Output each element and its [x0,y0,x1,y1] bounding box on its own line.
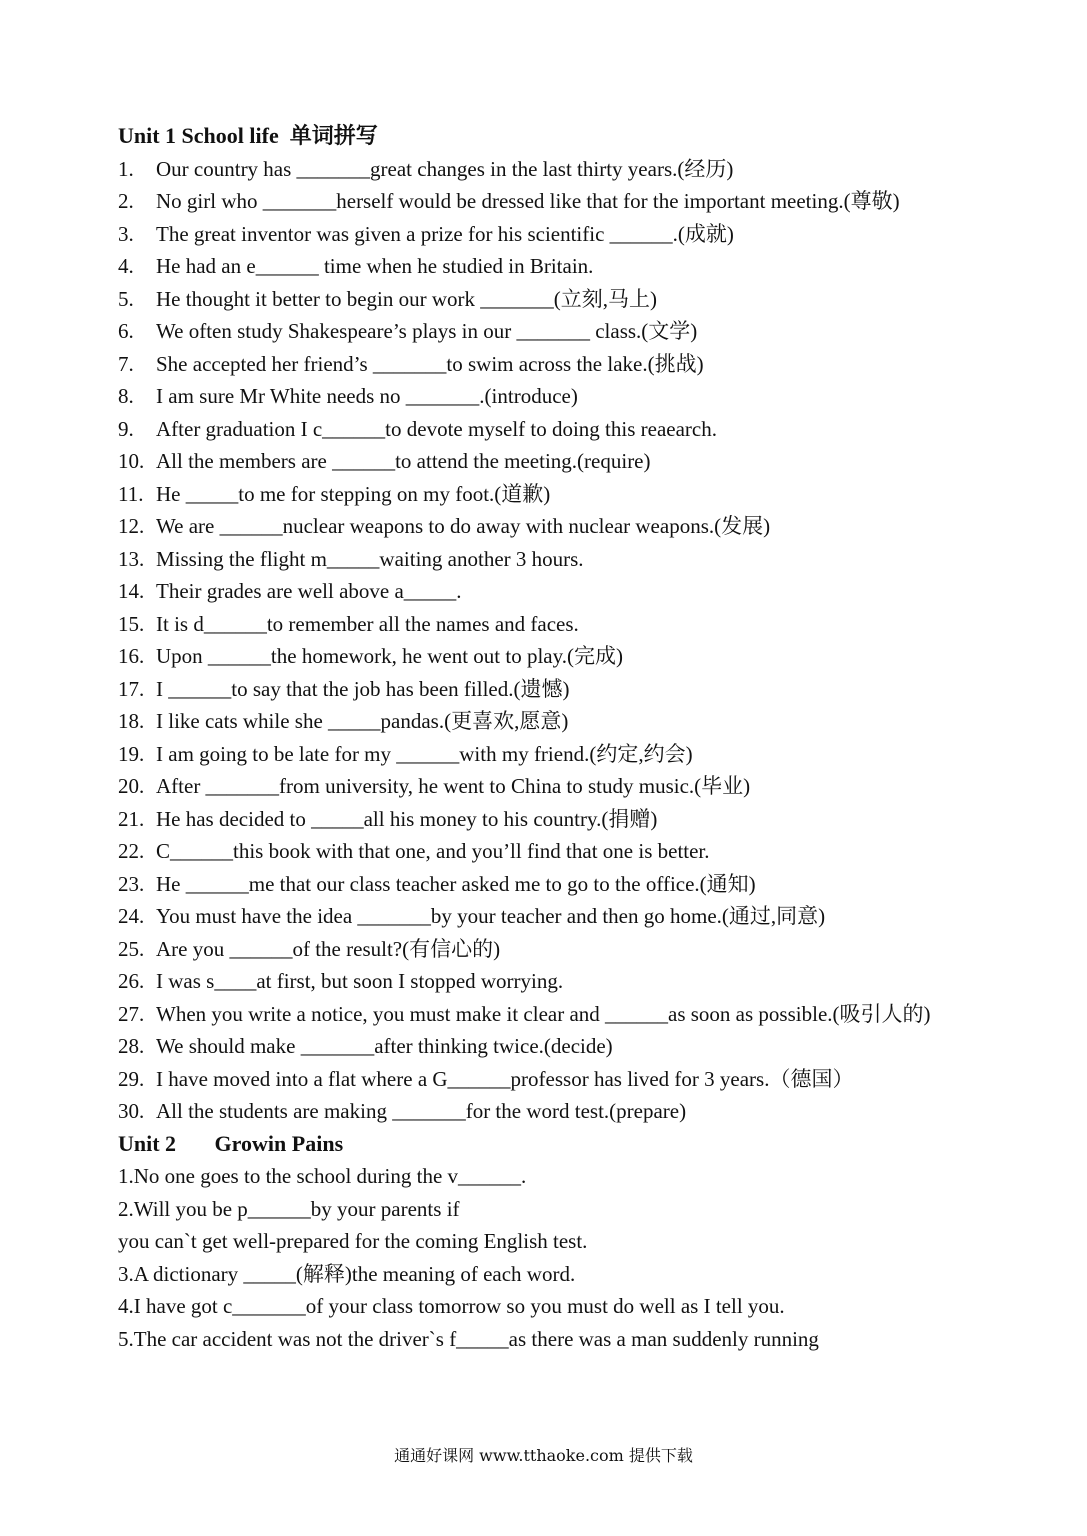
question-item [118,673,968,706]
question-text: He _____to me for stepping on my foot.(道歉) [156,481,551,506]
question-number: 11. [118,481,144,506]
question-text: I ______to say that the job has been filled.(遗憾) [156,676,570,701]
question-text: After graduation I c______to devote myself to doing this reaearch. [156,416,717,441]
question-text: Missing the flight m_____waiting another 3 hours. [156,546,584,571]
question-item [118,380,968,413]
question-number: 18. [118,709,145,733]
question-item [118,250,968,283]
question-number: 27. [118,1001,145,1026]
question-line: 4.I have got c_______of your class tomorrow so you must do well as I tell you. [118,1294,785,1318]
question-number: 21. [118,806,145,831]
question-number: 8. [118,384,134,408]
question-number: 16. [118,644,145,668]
question-number: 3. [118,221,134,246]
question-number: 7. [118,351,134,376]
question-item [118,803,968,836]
question-number: 13. [118,546,145,571]
question-line: 3.A dictionary _____(解释)the meaning of each word. [118,1261,576,1286]
question-text: All the students are making _______for the word test.(prepare) [156,1099,687,1123]
question-text: I like cats while she _____pandas.(更喜欢,愿意) [156,709,569,733]
question-item [118,738,968,771]
page-footer: 通通好课网 www.tthaoke.com 提供下载 [394,1446,693,1465]
question-text: The great inventor was given a prize for his scientific ______.(成就) [156,221,734,246]
question-text: Upon ______the homework, he went out to play.(完成) [156,644,623,668]
question-number: 15. [118,611,145,636]
question-text: I am going to be late for my ______with my friend.(约定,约会) [156,741,693,766]
question-text: No girl who _______herself would be dressed like that for the important meeting.(尊敬) [156,189,900,213]
question-number: 20. [118,774,145,798]
question-item [118,185,968,218]
question-item [118,608,968,641]
question-line: 1.No one goes to the school during the v______. [118,1164,527,1188]
question-text: She accepted her friend’s _______to swim across the lake.(挑战) [156,351,704,376]
question-item [118,705,968,738]
question-item [118,315,968,348]
question-text: I am sure Mr White needs no _______.(introduce) [156,384,578,408]
question-number: 5. [118,286,134,311]
question-text: He had an e______ time when he studied in Britain. [156,254,594,278]
question-text: Are you ______of the result?(有信心的) [156,936,501,961]
question-item [118,575,968,608]
question-number: 22. [118,839,145,863]
question-line: 5.The car accident was not the driver`s f_____as there was a man suddenly running [118,1326,819,1351]
question-number: 28. [118,1034,145,1058]
question-number: 10. [118,449,145,473]
question-number: 29. [118,1066,145,1091]
question-item [118,900,968,933]
question-number: 1. [118,156,134,181]
question-item [118,965,968,998]
question-text: He ______me that our class teacher asked me to go to the office.(通知) [156,871,756,896]
question-text: Their grades are well above a_____. [156,579,462,603]
unit2-heading: Unit 2 Growin Pains [118,1130,344,1156]
question-text: C______this book with that one, and you’ll find that one is better. [156,839,710,863]
question-number: 17. [118,676,145,701]
question-text: When you write a notice, you must make it clear and ______as soon as possible.(吸引人的) [156,1001,931,1026]
question-text: He has decided to _____all his money to his country.(捐赠) [156,806,658,831]
question-number: 2. [118,189,134,213]
question-number: 4. [118,254,134,278]
question-text: After _______from university, he went to China to study music.(毕业) [156,774,751,798]
question-number: 30. [118,1099,145,1123]
question-item [118,933,968,966]
question-item [118,510,968,543]
question-text: All the members are ______to attend the meeting.(require) [156,449,651,473]
question-item [118,283,968,316]
question-number: 25. [118,936,145,961]
question-text: We often study Shakespeare’s plays in our _______ class.(文学) [156,319,698,343]
question-text: I have moved into a flat where a G______professor has lived for 3 years.（德国） [156,1066,854,1091]
question-number: 23. [118,871,145,896]
question-item [118,445,968,478]
question-text: We should make _______after thinking twice.(decide) [156,1034,613,1058]
question-text: I was s____at first, but soon I stopped worrying. [156,969,564,993]
question-item [118,1063,968,1096]
worksheet-content [118,120,968,1355]
unit1-question-list [118,153,968,1128]
unit2-question-list [118,1160,968,1355]
question-number: 9. [118,416,134,441]
question-item [118,998,968,1031]
unit1-heading: Unit 1 School life 单词拼写 [118,123,378,148]
question-line: 2.Will you be p______by your parents if [118,1196,460,1221]
question-item [118,835,968,868]
question-text: Our country has _______great changes in the last thirty years.(经历) [156,156,734,181]
question-item [118,543,968,576]
question-item [118,770,968,803]
question-text: We are ______nuclear weapons to do away with nuclear weapons.(发展) [156,514,771,538]
question-number: 14. [118,579,145,603]
question-text: It is d______to remember all the names and faces. [156,611,579,636]
question-item [118,348,968,381]
question-number: 12. [118,514,145,538]
question-text: He thought it better to begin our work _______(立刻,马上) [156,286,658,311]
question-text: You must have the idea _______by your teacher and then go home.(通过,同意) [156,904,826,928]
question-number: 24. [118,904,145,928]
question-line: you can`t get well-prepared for the coming English test. [118,1229,588,1253]
question-item [118,1095,968,1128]
question-item [118,478,968,511]
question-number: 19. [118,741,145,766]
question-item [118,413,968,446]
question-item [118,218,968,251]
question-item [118,640,968,673]
question-number: 26. [118,969,145,993]
question-item [118,868,968,901]
question-item [118,153,968,186]
question-number: 6. [118,319,134,343]
question-item [118,1030,968,1063]
